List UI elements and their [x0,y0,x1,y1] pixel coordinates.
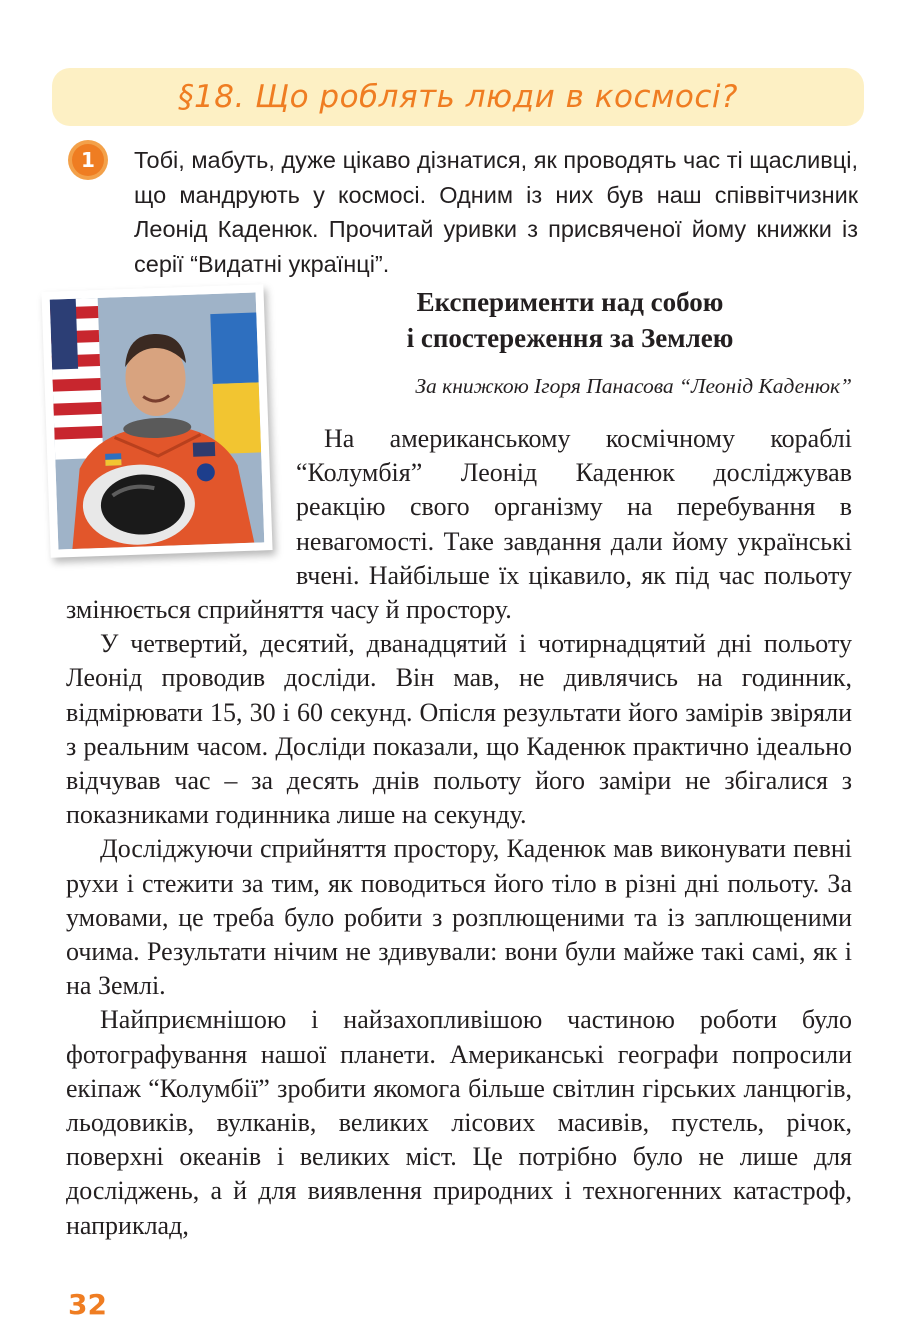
article-title-line-2: і спостереження за Землею [406,323,734,353]
article-title [290,284,850,356]
article-paragraph-2: У четвертий, десятий, дванадцятий і чотирнадцятий дні польоту Леонід проводив досліди. Він мав, не дивлячись на годинник, відмірювати 15, 30 і 60 секунд. Опісля результати його замірів звіряли з реальним часом. Досліди показали, що Каденюк практично ідеально відчував час – за десять днів польоту його заміри не збігалися з показниками годинника лише на секунду. [66,629,852,830]
article-paragraph-3: Досліджуючи сприйняття простору, Каденюк мав виконувати певні рухи і стежити за тим, як поводиться його тіло в різні дні польоту. За умовами, це треба було робити з розплющеними та із заплющеними очима. Результати нічим не здивували: вони були майже такі самі, як і на Землі. [66,834,852,1001]
task-instruction: Тобі, мабуть, дуже цікаво дізнатися, як проводять час ті щасливці, що мандрують у космосі. Одним із них був наш співвітчизник Леонід Каденюк. Прочитай уривки з присвяченої йому книжки із серії “Видатні українці”. [134,147,858,277]
task-number-badge [68,140,108,180]
article-paragraph-1: На американському космічному кораблі “Колумбія” Леонід Каденюк досліджував реакцію свого організму на перебування в невагомості. Таке завдання дали йому українські вчені. Найбільше їх цікавило, як під час польоту змінюється сприйняття часу й простору. [66,424,852,625]
article-paragraph-4: Найприємнішою і найзахопливішою частиною роботи було фотографування нашої планети. Американські географи попросили екіпаж “Колумбії” зробити якомога більше світлин гірських ланцюгів, льодовиків, вулканів, великих лісових масивів, пустель, річок, поверхні океанів і великих міст. Це потрібно було не лише для досліджень, а й для виявлення природних і техногенних катастроф, наприклад, [66,1005,852,1240]
section-title: §18. Що роблять люди в космосі? [178,79,738,115]
article-source: За книжкою Ігоря Панасова “Леонід Каденюк” [415,374,852,398]
photo-wrap-spacer [66,422,296,559]
task-number: 1 [72,144,104,176]
article-body [66,422,852,1243]
page-number: 32 [68,1288,107,1321]
article-title-line-1: Експерименти над собою [416,287,724,317]
section-title-banner [52,68,864,126]
